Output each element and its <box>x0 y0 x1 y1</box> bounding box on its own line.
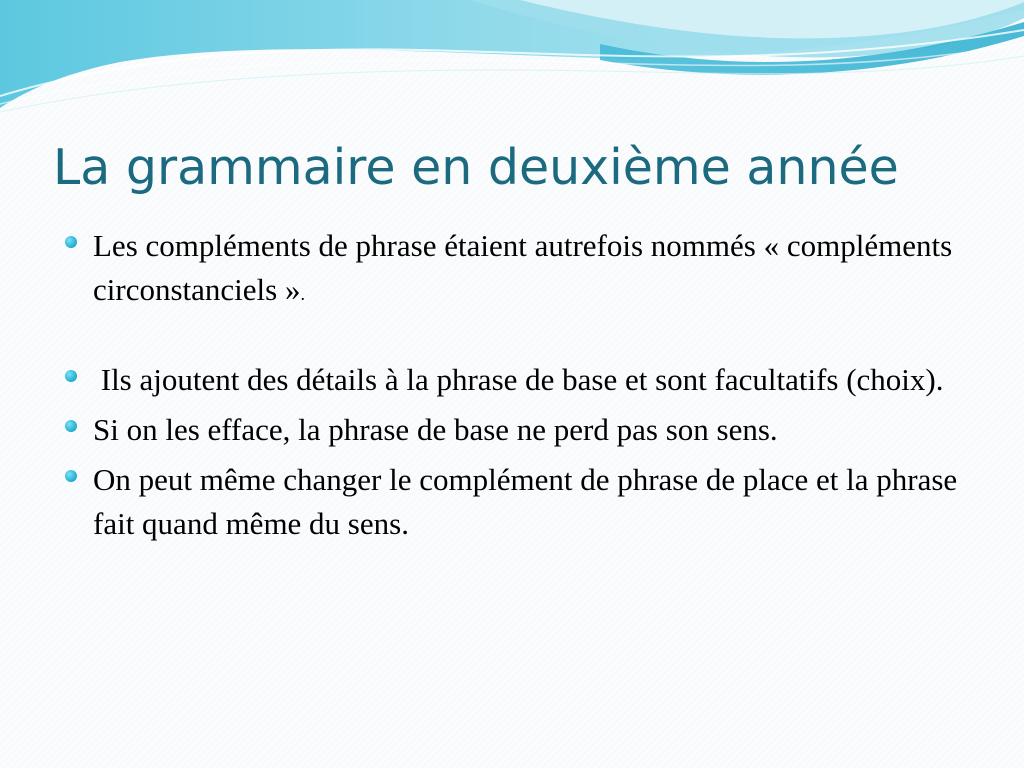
circle-bullet-icon <box>65 470 77 482</box>
bullet-list <box>65 224 965 546</box>
slide-title: La grammaire en deuxième année <box>53 139 899 196</box>
circle-bullet-icon <box>65 370 77 382</box>
bullet-text: Si on les efface, la phrase de base ne perd pas son sens. <box>93 412 778 447</box>
wave-decoration <box>0 0 1024 130</box>
circle-bullet-icon <box>65 420 77 432</box>
bullet-item <box>65 224 965 316</box>
bullet-item <box>65 358 965 402</box>
bullet-text: Ils ajoutent des détails à la phrase de base et sont facultatifs (choix). <box>93 362 944 397</box>
bullet-text: On peut même changer le complément de phrase de place et la phrase fait quand même du sens. <box>93 462 958 541</box>
bullet-item <box>65 458 965 546</box>
bullet-text: Les compléments de phrase étaient autrefois nommés « compléments circonstanciels » <box>93 228 953 307</box>
bullet-period: . <box>300 284 305 304</box>
bullet-item <box>65 408 965 452</box>
circle-bullet-icon <box>65 236 77 248</box>
